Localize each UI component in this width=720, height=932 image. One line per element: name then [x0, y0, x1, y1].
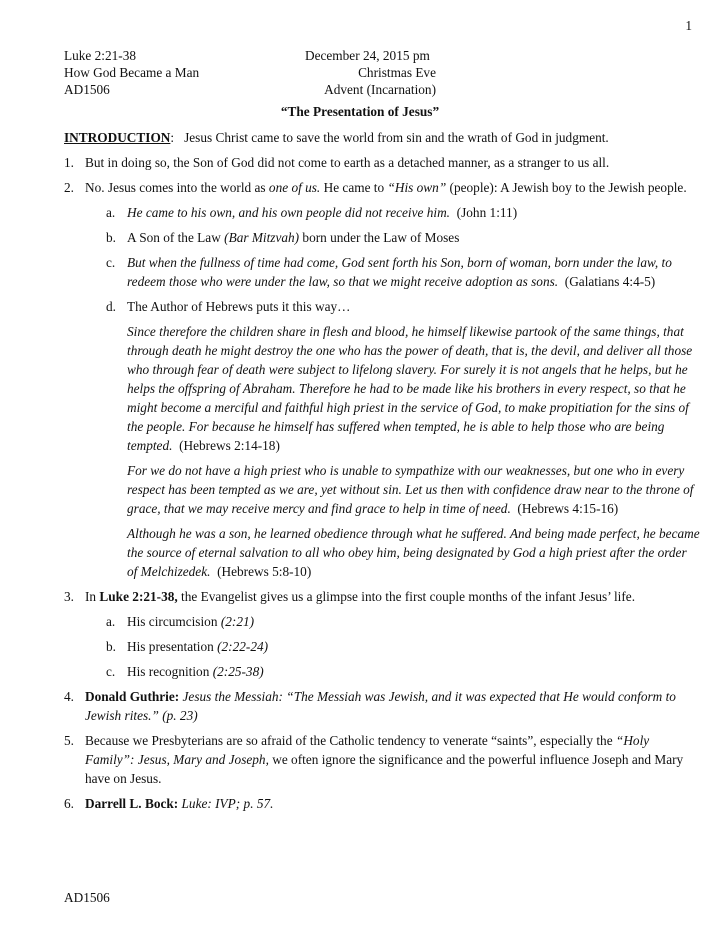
point-3b — [64, 637, 700, 656]
point-2c — [64, 253, 700, 291]
scripture-ref: (John 1:11) — [456, 205, 518, 220]
citation-text: Luke: IVP; p. 57. — [181, 796, 274, 811]
sub-text: The Author of Hebrews puts it this way… — [127, 299, 351, 314]
sub-text: His presentation — [127, 639, 218, 654]
page-number: 1 — [685, 18, 692, 33]
point-text-bold: Luke 2:21-38, — [99, 589, 178, 604]
header-occasion: Christmas Eve — [358, 65, 436, 80]
header-code: AD1506 — [64, 82, 110, 97]
header-date: December 24, 2015 pm — [305, 48, 430, 63]
header-season: Advent (Incarnation) — [324, 82, 436, 97]
point-text: But in doing so, the Son of God did not come to earth as a detached manner, as a stranger to us all. — [85, 155, 610, 170]
quote-text: For we do not have a high priest who is unable to sympathize with our weaknesses, but one who in every respect has been tempted as we are, yet without sin. Let us then with confidence draw near to the throne of grace, that we may receive mercy and find grace to help in time of need. — [127, 463, 694, 516]
quote-text: Since therefore the children share in flesh and blood, he himself likewise partook of the same things, that through death he might destroy the one who has the power of death, that is, the devil, and deliver all those who through fear of death were subject to lifelong slavery. For surely it is not angels that he helps, but he helps the offspring of Abraham. Therefore he had to be made like his brothers in every respect, so that he might become a merciful and faithful high priest in the service of God, to make propitiation for the sins of the people. For because he himself has suffered when tempted, he is able to help those who are being tempted. — [127, 324, 693, 453]
header-left — [64, 47, 199, 98]
point-number: 2. — [64, 180, 74, 195]
author-name: Darrell L. Bock: — [85, 796, 179, 811]
citation-text: Jesus the Messiah: “The Messiah was Jewish, and it was expected that He would conform to Jewish rites.” (p. 23) — [85, 689, 676, 723]
point-2a — [64, 203, 700, 222]
point-3a — [64, 612, 700, 631]
sub-text: born under the Law of Moses — [299, 230, 460, 245]
sub-text: His circumcision — [127, 614, 221, 629]
point-text: we often ignore the significance and the powerful influence Joseph and Mary have on Jesus. — [85, 752, 684, 786]
intro-label: INTRODUCTION — [64, 130, 171, 145]
point-3c — [64, 662, 700, 681]
point-number: 4. — [64, 689, 74, 704]
scripture-ref: (Galatians 4:4-5) — [564, 274, 656, 289]
scripture-ref: (Hebrews 5:8-10) — [217, 564, 312, 579]
point-number: 1. — [64, 155, 74, 170]
point-text: In — [85, 589, 100, 604]
point-2b — [64, 228, 700, 247]
author-name: Donald Guthrie: — [85, 689, 180, 704]
point-text: He came to — [320, 180, 388, 195]
point-4 — [64, 687, 700, 725]
header-scripture: Luke 2:21-38 — [64, 48, 137, 63]
introduction — [64, 128, 700, 147]
block-quote-hebrews-2 — [64, 322, 700, 455]
block-quote-hebrews-5 — [64, 524, 700, 581]
quote-text: Although he was a son, he learned obedience through what he suffered. And being made perfect, he became the source of eternal salvation to all who obey him, being designated by God a high priest after the order of Melchizedek. — [127, 526, 700, 579]
sub-letter: b. — [106, 639, 116, 654]
sub-letter: c. — [106, 664, 116, 679]
point-text-italic: one of us. — [268, 180, 321, 195]
scripture-ref: (Hebrews 2:14-18) — [179, 438, 280, 453]
scripture-quote: But when the fullness of time had come, God sent forth his Son, born of woman, born under the law, to redeem those who were under the law, so that we might receive adoption as sons. — [127, 255, 672, 289]
point-text-italic: “Holy Family”: Jesus, Mary and Joseph, — [85, 733, 650, 767]
point-text: Because we Presbyterians are so afraid of the Catholic tendency to venerate “saints”, especially the — [85, 733, 616, 748]
point-number: 5. — [64, 733, 74, 748]
point-6 — [64, 794, 700, 813]
sub-text-italic: (Bar Mitzvah) — [224, 230, 300, 245]
point-text: (people): A Jewish boy to the Jewish people. — [446, 180, 687, 195]
point-number: 3. — [64, 589, 74, 604]
sub-letter: d. — [106, 299, 116, 314]
sub-letter: b. — [106, 230, 116, 245]
intro-colon: : — [170, 130, 175, 145]
sub-text: A Son of the Law — [127, 230, 225, 245]
page-title: “The Presentation of Jesus” — [280, 104, 440, 119]
sub-letter: a. — [106, 614, 116, 629]
point-number: 6. — [64, 796, 74, 811]
scripture-ref: (2:22-24) — [217, 639, 269, 654]
point-2d — [64, 297, 700, 316]
point-text: the Evangelist gives us a glimpse into the first couple months of the infant Jesus’ life. — [177, 589, 636, 604]
point-3 — [64, 587, 700, 606]
point-2 — [64, 178, 700, 197]
scripture-ref: (2:25-38) — [212, 664, 264, 679]
intro-text: Jesus Christ came to save the world from sin and the wrath of God in judgment. — [184, 130, 609, 145]
header-sermon-title: How God Became a Man — [64, 65, 200, 80]
point-1 — [64, 153, 700, 172]
point-text: No. Jesus comes into the world as — [85, 180, 269, 195]
block-quote-hebrews-4 — [64, 461, 700, 518]
scripture-quote: He came to his own, and his own people did not receive him. — [127, 205, 451, 220]
sermon-body — [64, 128, 700, 819]
sub-letter: c. — [106, 255, 116, 270]
sub-text: His recognition — [127, 664, 213, 679]
footer-code: AD1506 — [64, 890, 110, 905]
point-5 — [64, 731, 700, 788]
scripture-ref: (2:21) — [220, 614, 255, 629]
scripture-ref: (Hebrews 4:15-16) — [517, 501, 619, 516]
point-text-italic: “His own” — [387, 180, 447, 195]
sub-letter: a. — [106, 205, 116, 220]
